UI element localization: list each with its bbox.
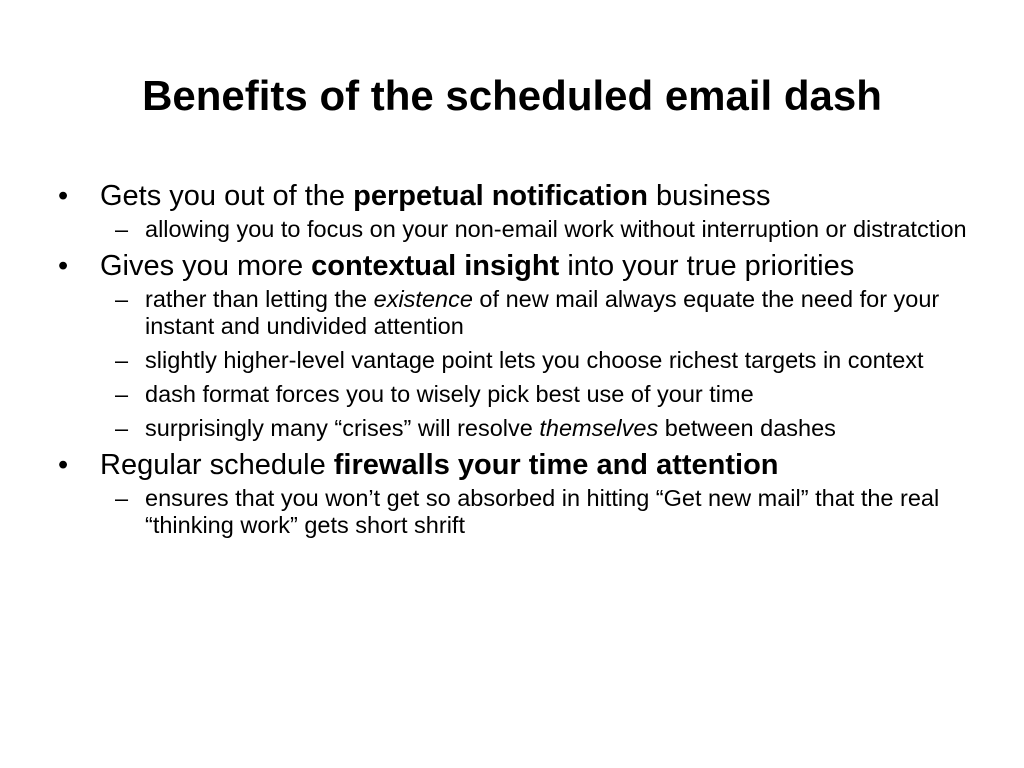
bullet-marker: • xyxy=(58,449,69,481)
text-run: ensures that you won’t get so absorbed in hitting “Get new mail” that the real “thinking work” gets short shrift xyxy=(145,485,940,538)
text-run: Gives you more xyxy=(100,250,312,282)
text-run: between dashes xyxy=(658,415,836,441)
bullet-item xyxy=(58,250,988,282)
bold-text-run: firewalls your time and attention xyxy=(333,449,779,481)
italic-text-run: themselves xyxy=(539,415,659,441)
text-run: Gets you out of the xyxy=(100,180,354,212)
text-run: into your true priorities xyxy=(559,250,855,282)
italic-text-run: existence xyxy=(373,286,473,312)
text-run: business xyxy=(647,180,771,212)
sub-bullet-item xyxy=(58,415,988,442)
text-run: rather than letting the xyxy=(145,286,374,312)
bullet-item xyxy=(58,449,988,481)
sub-bullet-item xyxy=(58,381,988,408)
slide-title: Benefits of the scheduled email dash xyxy=(142,72,882,119)
sub-bullet-item xyxy=(58,216,988,243)
bullet-list xyxy=(58,180,988,546)
bullet-item xyxy=(58,180,988,212)
bullet-marker: • xyxy=(58,250,69,282)
sub-bullet-marker: – xyxy=(115,286,129,312)
bold-text-run: contextual insight xyxy=(311,250,560,282)
sub-bullet-marker: – xyxy=(115,216,129,242)
text-run: dash format forces you to wisely pick best use of your time xyxy=(145,381,754,407)
text-run: Regular schedule xyxy=(100,449,334,481)
bullet-marker: • xyxy=(58,180,69,212)
sub-bullet-item xyxy=(58,347,988,374)
sub-bullet-marker: – xyxy=(115,381,129,407)
sub-bullet-marker: – xyxy=(115,347,129,373)
bold-text-run: perpetual notification xyxy=(353,180,648,212)
sub-bullet-marker: – xyxy=(115,485,129,511)
text-run: surprisingly many “crises” will resolve xyxy=(145,415,540,441)
sub-bullet-marker: – xyxy=(115,415,129,441)
sub-bullet-item xyxy=(58,485,988,539)
sub-bullet-item xyxy=(58,286,988,340)
text-run: of new mail always equate the need for your instant and undivided attention xyxy=(145,286,940,339)
text-run: slightly higher-level vantage point lets you choose richest targets in context xyxy=(145,347,924,373)
text-run: allowing you to focus on your non-email work without interruption or distratction xyxy=(145,216,967,242)
